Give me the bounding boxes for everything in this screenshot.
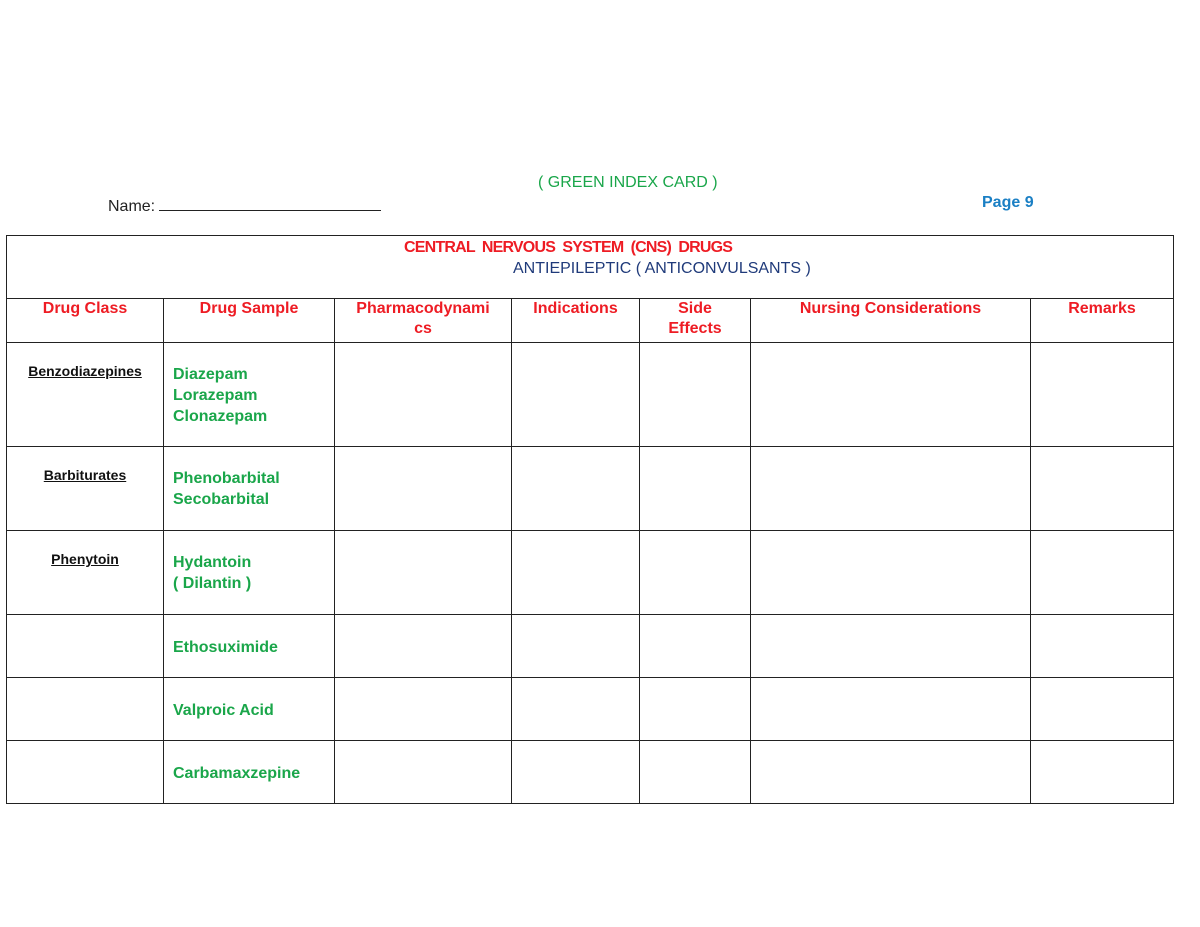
pharmacodynamics-cell xyxy=(335,447,512,531)
pharmacodynamics-cell xyxy=(335,531,512,615)
pharmacodynamics-cell xyxy=(335,741,512,804)
nursing-considerations-cell xyxy=(751,447,1031,531)
drug-sample-cell: Ethosuximide xyxy=(164,615,335,678)
indications-cell xyxy=(512,343,640,447)
col-header-drug-class: Drug Class xyxy=(7,299,164,343)
card-label: ( GREEN INDEX CARD ) xyxy=(538,174,718,191)
table-title-cell xyxy=(7,236,1174,299)
remarks-cell xyxy=(1031,741,1174,804)
indications-cell xyxy=(512,447,640,531)
col-header-nursing-considerations: Nursing Considerations xyxy=(751,299,1031,343)
drug-class-cell xyxy=(7,678,164,741)
side-effects-cell xyxy=(640,447,751,531)
table-row xyxy=(7,447,1174,531)
table-row xyxy=(7,678,1174,741)
indications-cell xyxy=(512,678,640,741)
drug-class-cell: Barbiturates xyxy=(7,447,164,531)
table-row xyxy=(7,615,1174,678)
col-header-drug-sample: Drug Sample xyxy=(164,299,335,343)
name-label: Name: xyxy=(108,198,156,215)
name-blank-line xyxy=(159,194,381,211)
col-header-remarks: Remarks xyxy=(1031,299,1174,343)
page-number: Page 9 xyxy=(982,194,1034,211)
side-effects-cell xyxy=(640,531,751,615)
drug-class-cell: Phenytoin xyxy=(7,531,164,615)
side-effects-cell xyxy=(640,615,751,678)
drug-sample-cell: Hydantoin ( Dilantin ) xyxy=(164,531,335,615)
pharmacodynamics-cell xyxy=(335,678,512,741)
remarks-cell xyxy=(1031,447,1174,531)
col-header-side-effects: Side Effects xyxy=(640,299,751,343)
remarks-cell xyxy=(1031,343,1174,447)
table-row xyxy=(7,343,1174,447)
table-row xyxy=(7,741,1174,804)
drug-class-cell: Benzodiazepines xyxy=(7,343,164,447)
remarks-cell xyxy=(1031,678,1174,741)
drug-sample-cell: Valproic Acid xyxy=(164,678,335,741)
drug-sample-cell: Carbamaxzepine xyxy=(164,741,335,804)
drug-sample-cell: Diazepam Lorazepam Clonazepam xyxy=(164,343,335,447)
drug-sample-cell: Phenobarbital Secobarbital xyxy=(164,447,335,531)
nursing-considerations-cell xyxy=(751,531,1031,615)
side-effects-cell xyxy=(640,741,751,804)
name-field xyxy=(108,194,381,216)
nursing-considerations-cell xyxy=(751,343,1031,447)
nursing-considerations-cell xyxy=(751,615,1031,678)
table-title: CENTRAL NERVOUS SYSTEM (CNS) DRUGS xyxy=(404,239,733,256)
remarks-cell xyxy=(1031,531,1174,615)
header-row xyxy=(7,299,1174,343)
indications-cell xyxy=(512,531,640,615)
nursing-considerations-cell xyxy=(751,741,1031,804)
indications-cell xyxy=(512,615,640,678)
table-title-row xyxy=(7,236,1174,299)
remarks-cell xyxy=(1031,615,1174,678)
table-row xyxy=(7,531,1174,615)
side-effects-cell xyxy=(640,678,751,741)
pharmacodynamics-cell xyxy=(335,343,512,447)
drug-table xyxy=(6,235,1174,804)
table-subtitle: ANTIEPILEPTIC ( ANTICONVULSANTS ) xyxy=(513,260,811,277)
col-header-pharmacodynamics: Pharmacodynami cs xyxy=(335,299,512,343)
pharmacodynamics-cell xyxy=(335,615,512,678)
indications-cell xyxy=(512,741,640,804)
drug-class-cell xyxy=(7,741,164,804)
drug-class-cell xyxy=(7,615,164,678)
col-header-indications: Indications xyxy=(512,299,640,343)
nursing-considerations-cell xyxy=(751,678,1031,741)
side-effects-cell xyxy=(640,343,751,447)
